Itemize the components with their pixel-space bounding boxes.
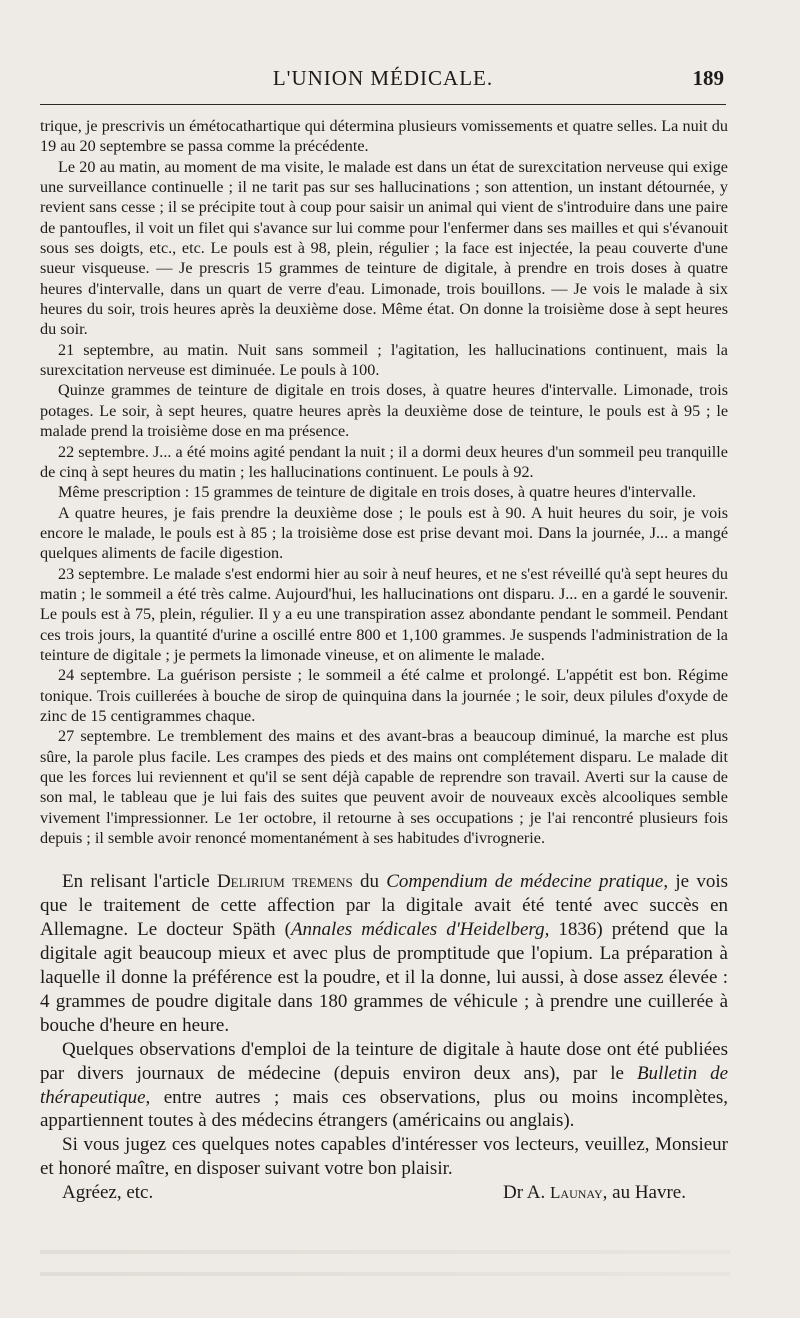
author-prefix: Dr A.	[503, 1182, 551, 1204]
text-run: du	[352, 871, 387, 893]
observation-paragraph: 22 septembre. J... a été moins agité pendant la nuit ; il a dormi deux heures d'un sommeil peu tranquille de cinq à sept heures du matin ; les hallucinations continuent. Le pouls à 92.	[40, 442, 728, 481]
bleed-through-mark	[40, 1272, 730, 1276]
observation-paragraph: A quatre heures, je fais prendre la deuxième dose ; le pouls est à 90. A huit heures du soir, je vois encore le malade, le pouls est à 85 ; la troisième dose est prise devant moi. Dans la journée, J... a mangé quelques aliments de facile digestion.	[40, 503, 728, 563]
term-delirium-tremens: Delirium tremens	[216, 871, 353, 893]
article-text	[40, 870, 728, 1205]
page-header	[42, 66, 724, 96]
reference-bulletin: Bulletin de thérapeutique	[40, 1062, 728, 1108]
running-title: L'UNION MÉDICALE.	[272, 66, 494, 90]
observation-paragraph: Même prescription : 15 grammes de teinture de digitale en trois doses, à quatre heures d'intervalle.	[58, 483, 697, 502]
header-rule	[40, 104, 726, 105]
observation-paragraph: 27 septembre. Le tremblement des mains et des avant-bras a beaucoup diminué, la marche est plus sûre, la parole plus facile. Les crampes des pieds et des mains ont complétement disparu. Le malade dit que les forces lui reviennent et qu'il se sent déjà capable de reprendre son travail. Averti sur la cause de son mal, le tableau que je lui fais des suites que peuvent avoir de nouveaux excès alcooliques semble vivement l'impressionner. Le 1er octobre, il retourne à ses occupations ; je l'ai rencontré plusieurs fois depuis ; il semble avoir renoncé momentanément à ses habitudes d'ivrognerie.	[40, 727, 728, 848]
bleed-through-mark	[40, 1250, 730, 1254]
observation-paragraph: Quinze grammes de teinture de digitale en trois doses, à quatre heures d'intervalle. Limonade, trois potages. Le soir, à sept heures, quatre heures après la deuxième dose de teinture, le pouls est à 95 ; le malade prend la troisième dose en ma présence.	[40, 381, 728, 441]
observation-paragraph: 24 septembre. La guérison persiste ; le sommeil a été calme et prolongé. L'appétit est bon. Régime tonique. Trois cuillerées à bouche de sirop de quinquina dans la journée ; le soir, deux pilules d'oxyde de zinc de 15 centigrammes chaque.	[40, 666, 728, 725]
text-run: , je vois que le traitement de cette affection par la digitale avait été tenté avec succès en Allemagne. Le docteur Späth (	[40, 871, 728, 941]
closing-formula: Agréez, etc.	[62, 1182, 154, 1204]
signoff	[40, 1181, 728, 1205]
text-run: Quelques observations d'emploi de la teinture de digitale à haute dose ont été publiées par divers journaux de médecine (depuis environ deux ans), par le	[40, 1038, 728, 1084]
author-location: , au Havre.	[602, 1182, 686, 1204]
observation-paragraph: 21 septembre, au matin. Nuit sans sommeil ; l'agitation, les hallucinations continuent, mais la surexcitation nerveuse est diminuée. Le pouls à 100.	[40, 340, 728, 380]
reference-annales: Annales médicales d'Heidelberg,	[290, 919, 550, 941]
text-run: En relisant l'article	[62, 871, 217, 893]
author-signature	[503, 1181, 686, 1205]
text-run: 1836) prétend que la digitale agit beaucoup mieux et avec plus de promptitude que l'opium. La préparation à laquelle il donne la préférence est la poudre, et il la donne, lui aussi, à dose assez élevée : 4 grammes de poudre digitale dans 180 grammes de véhicule ; à prendre une cuillerée à bouche d'heure en heure.	[40, 919, 728, 1036]
observation-paragraph: Le 20 au matin, au moment de ma visite, le malade est dans un état de surexcitation nerveuse qui exige une surveillance continuelle ; il ne tarit pas sur ses hallucinations ; son attention, un instant détournée, y revient sans cesse ; il se précipite tout à coup pour saisir un animal qui vient de s'introduire dans une paire de pantoufles, il voit un filet qui s'avance sur lui comme pour l'enfermer dans ses mailles et qui s'évanouit sous ses doigts, etc., etc. Le pouls est à 98, plein, régulier ; la face est injectée, la peau couverte d'une sueur visqueuse. — Je prescris 15 grammes de teinture de digitale, à prendre en trois doses à quatre heures d'intervalle, dans un quart de verre d'eau. Limonade, trois bouillons. — Je vois le malade à six heures du soir, trois heures après la deuxième dose. Même état. On donne la troisième dose à sept heures du soir.	[40, 157, 728, 339]
reference-compendium: Compendium de médecine pratique	[386, 871, 664, 893]
text-run: , entre autres ; mais ces observations, plus ou moins incomplètes, appartiennent toutes à des médecins étrangers (américains ou anglais).	[40, 1086, 728, 1132]
article-paragraph-3: Si vous jugez ces quelques notes capables d'intéresser vos lecteurs, veuillez, Monsieur et honoré maître, en disposer suivant votre bon plaisir.	[40, 1134, 728, 1180]
author-name: Launay	[550, 1183, 603, 1203]
article-paragraph-1	[40, 870, 728, 1037]
observation-paragraph: 23 septembre. Le malade s'est endormi hier au soir à neuf heures, et ne s'est réveillé qu'à sept heures du matin ; le sommeil a été très calme. Aujourd'hui, les hallucinations ont disparu. J... en a gardé le souvenir. Le pouls est à 75, plein, régulier. Il y a eu une transpiration assez abondante pendant le sommeil. Pendant ces trois jours, la quantité d'urine a oscillé entre 800 et 1,100 grammes. Je suspends l'administration de la teinture de digitale ; je permets la limonade vineuse, et on alimente le malade.	[40, 564, 728, 664]
body-text	[40, 116, 728, 1205]
article-paragraph-2	[40, 1038, 728, 1134]
page-number: 189	[692, 66, 724, 90]
observation-paragraph: trique, je prescrivis un émétocathartique qui détermina plusieurs vomissements et quatre selles. La nuit du 19 au 20 septembre se passa comme la précédente.	[40, 117, 728, 156]
clinical-observation	[40, 116, 728, 848]
